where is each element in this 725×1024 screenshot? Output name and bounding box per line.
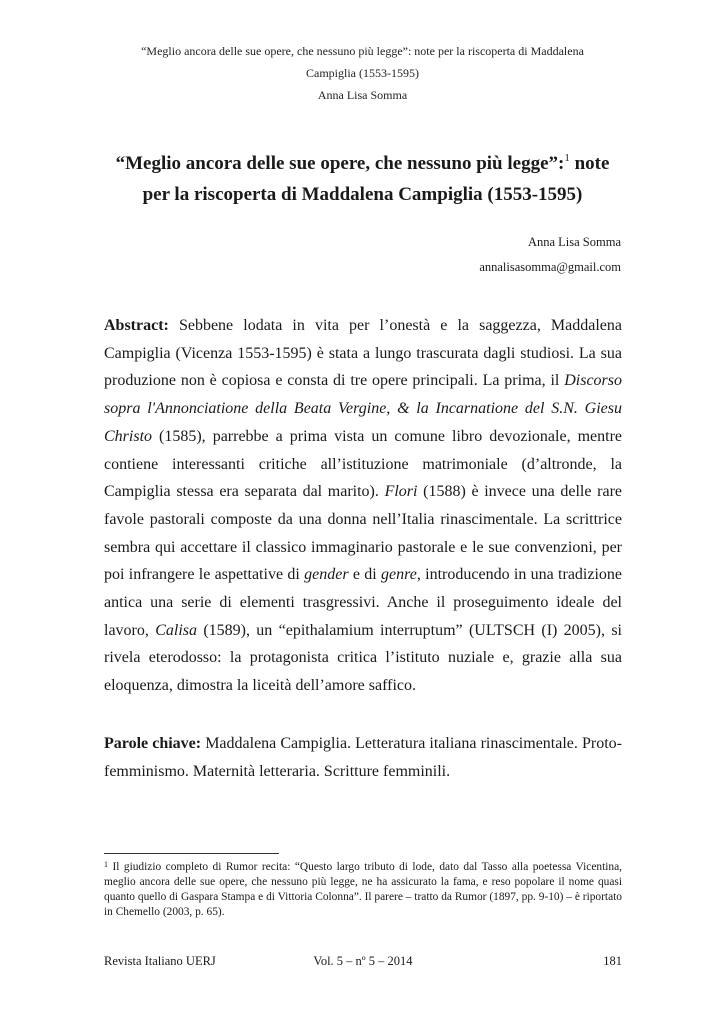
abstract-italic-title: Flori (384, 483, 418, 501)
article-title (60, 148, 665, 210)
author-block (479, 230, 621, 280)
abstract-italic-title: Calisa (155, 621, 197, 639)
footnote-ref[interactable]: 1 (564, 152, 570, 164)
author-email[interactable]: annalisasomma@gmail.com (479, 260, 621, 274)
running-head-title-cont: Campiglia (1553-1595) (306, 66, 419, 80)
article-title-part2: note (569, 153, 610, 174)
keywords-label: Parole chiave: (104, 735, 202, 752)
page-number: 181 (603, 954, 622, 968)
keywords-text: Maddalena Campiglia. Letteratura italiana rinascimentale. Proto-femminismo. Maternità letteraria. Scritture femminili. (104, 735, 622, 780)
footer-journal: Revista Italiano UERJ (104, 954, 216, 968)
running-head (60, 40, 665, 106)
abstract-text: (1585), parrebbe a prima vista un comune libro devozionale, mentre contiene interessanti critiche all’istituzione matrimoniale (d’altronde, la Campiglia stessa era separata dal marito). (104, 427, 622, 501)
footer-issue: Vol. 5 – nº 5 – 2014 (313, 954, 413, 968)
footnote (104, 860, 622, 920)
author-name: Anna Lisa Somma (527, 235, 621, 249)
footnote-marker: 1 (104, 860, 108, 869)
abstract-italic-term: gender (304, 566, 349, 584)
abstract-text: e di (348, 566, 382, 584)
running-head-title: “Meglio ancora delle sue opere, che nessuno più legge”: note per la riscoperta di Maddalena (141, 44, 584, 58)
article-title-line1 (60, 148, 665, 179)
abstract-text: , introducendo in una tradizione antica una serie di elementi trasgressivi. Anche il proseguimento ideale del lavoro, (104, 566, 623, 639)
abstract-label: Abstract: (104, 317, 169, 334)
abstract (104, 312, 622, 700)
keywords (104, 730, 622, 786)
abstract-text: (1588) è invece una delle rare favole pastorali composte da una donna nell’Italia rinascimentale. La scrittrice sembra qui accettare il classico immaginario pastorale e le sue convenzioni, per poi infrangere le aspettative di (104, 483, 623, 584)
footnote-text: Il giudizio completo di Rumor recita: “Questo largo tributo di lode, dato dal Tasso alla poetessa Vicentina, meglio ancora delle sue opere, che nessuno più legge, ne ha assicurato la fama, e reso popolare il nome quasi quanto quello di Gaspara Stampa e di Vittoria Colonna”. Il parere – tratto da Rumor (1897, pp. 9-10) – è riportato in Chemello (2003, p. 65). (104, 861, 622, 918)
article-title-line2: per la riscoperta di Maddalena Campiglia (1553-1595) (142, 184, 583, 205)
running-head-author: Anna Lisa Somma (317, 88, 408, 102)
abstract-text: (1589), un “epithalamium interruptum” (ULTSCH (I) 2005), si rivela eterodosso: la protagonista critica l’istituto nuziale e, grazie alla sua eloquenza, dimostra la liceità dell’amore saffico. (104, 621, 623, 695)
abstract-italic-title: Discorso sopra l'Annonciatione della Beata Vergine, & la Incarnatione del S.N. Giesu Christo (104, 372, 622, 445)
abstract-italic-term: genre (381, 566, 417, 584)
abstract-text: Sebbene lodata in vita per l’onestà e la saggezza, Maddalena Campiglia (Vicenza 1553-1595) è stata a lungo trascurata dagli studiosi. La sua produzione non è copiosa e consta di tre opere principali. La prima, il (104, 317, 622, 390)
article-title-part1: “Meglio ancora delle sue opere, che nessuno più legge”: (115, 153, 565, 174)
footnote-divider (104, 853, 279, 854)
